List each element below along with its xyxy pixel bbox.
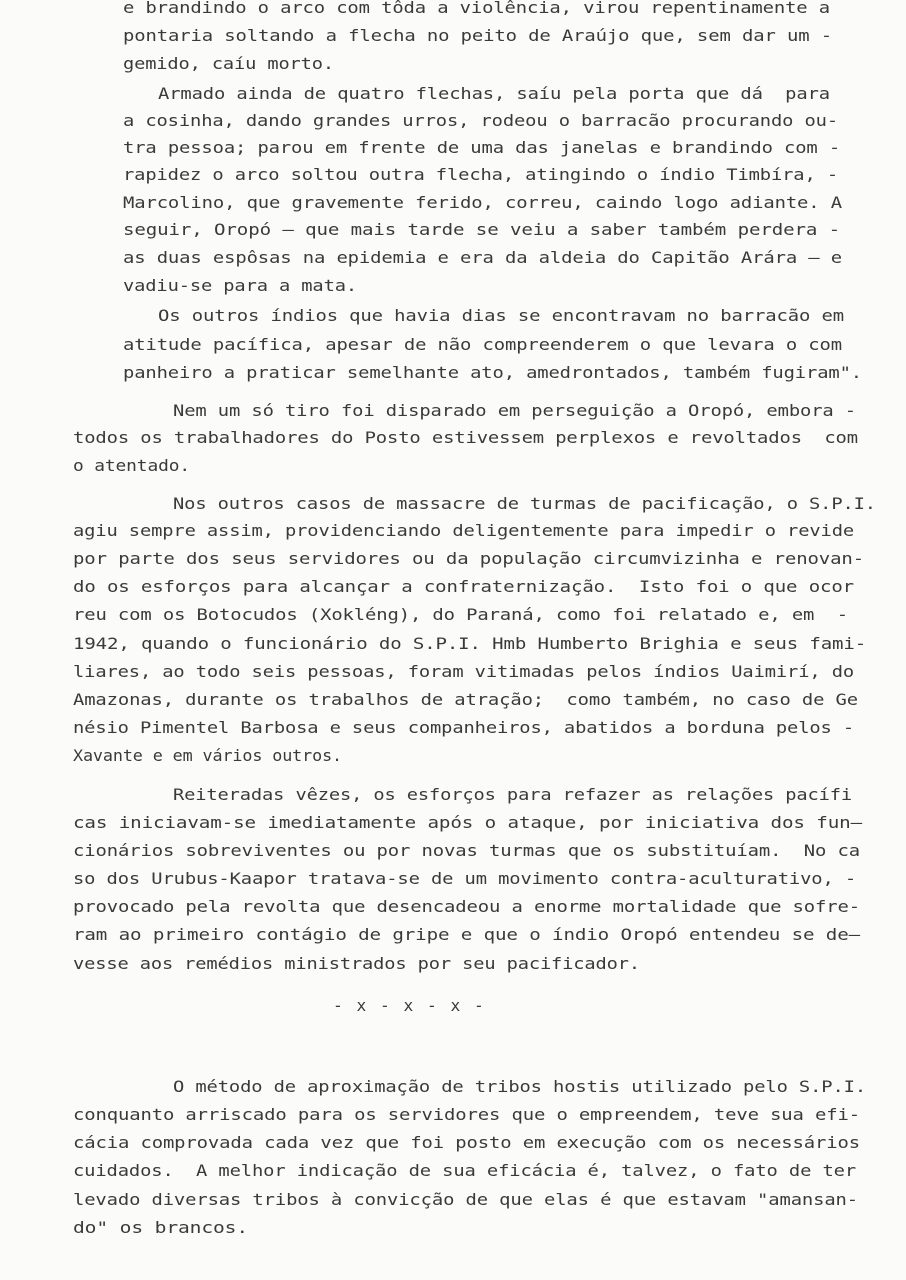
text-line: por parte dos seus servidores ou da população circumvizinha e renovan- bbox=[73, 549, 865, 568]
text-line: seguir, Oropó — que mais tarde se veiu a saber também perdera - bbox=[123, 220, 841, 239]
text-line: cas iniciavam-se imediatamente após o ataque, por iniciativa dos fun— bbox=[73, 813, 863, 832]
text-line: cionários sobreviventes ou por novas turmas que os substituíam. No ca bbox=[73, 841, 861, 860]
text-line: Os outros índios que havia dias se encontravam no barracão em bbox=[158, 306, 845, 325]
text-line: atitude pacífica, apesar de não compreenderem o que levara o com bbox=[123, 335, 843, 354]
text-line: do" os brancos. bbox=[73, 1218, 248, 1237]
text-line: liares, ao todo seis pessoas, foram vitimadas pelos índios Uaimirí, do bbox=[73, 662, 855, 681]
text-line: so dos Urubus-Kaapor tratava-se de um movimento contra-aculturativo, - bbox=[73, 869, 857, 888]
text-line: o atentado. bbox=[73, 456, 190, 475]
text-line: Armado ainda de quatro flechas, saíu pela porta que dá para bbox=[158, 84, 830, 103]
text-line: O método de aproximação de tribos hostis utilizado pelo S.P.I. bbox=[173, 1077, 867, 1096]
text-line: levado diversas tribos à convicção de que elas é que estavam "amansan- bbox=[73, 1190, 858, 1209]
section-separator: - x - x - x - bbox=[333, 996, 486, 1015]
text-line: e brandindo o arco com tôda a violência, virou repentinamente a bbox=[123, 0, 830, 17]
text-line: pontaria soltando a flecha no peito de Araújo que, sem dar um - bbox=[123, 26, 832, 45]
text-line: do os esforços para alcançar a confraternização. Isto foi o que ocor bbox=[73, 577, 854, 596]
text-line: todos os trabalhadores do Posto estivessem perplexos e revoltados com bbox=[73, 428, 858, 447]
text-line: Reiteradas vêzes, os esforços para refazer as relações pacífi bbox=[173, 785, 853, 804]
text-line: cuidados. A melhor indicação de sua eficácia é, talvez, o fato de ter bbox=[73, 1161, 857, 1180]
text-line: Nos outros casos de massacre de turmas de pacificação, o S.P.I. bbox=[173, 494, 876, 513]
text-line: reu com os Botocudos (Xokléng), do Paraná, como foi relatado e, em - bbox=[73, 605, 848, 624]
text-line: vadiu-se para a mata. bbox=[123, 276, 358, 295]
text-line: 1942, quando o funcionário do S.P.I. Hmb Humberto Brighia e seus fami- bbox=[73, 634, 867, 653]
text-line: cácia comprovada cada vez que foi posto em execução com os necessários bbox=[73, 1133, 861, 1152]
text-line: Amazonas, durante os trabalhos de atração; como também, no caso de Ge bbox=[73, 690, 858, 709]
text-line: tra pessoa; parou em frente de uma das janelas e brandindo com - bbox=[123, 138, 841, 157]
text-line: panheiro a praticar semelhante ato, amedrontados, também fugiram". bbox=[123, 363, 862, 382]
text-line: rapidez o arco soltou outra flecha, atingindo o índio Timbíra, - bbox=[123, 165, 838, 184]
text-line: provocado pela revolta que desencadeou a enorme mortalidade que sofre- bbox=[73, 897, 861, 916]
text-line: Marcolino, que gravemente ferido, correu, caindo logo adiante. A bbox=[123, 193, 843, 212]
text-line: nésio Pimentel Barbosa e seus companheiros, abatidos a borduna pelos - bbox=[73, 718, 855, 737]
text-line: agiu sempre assim, providenciando deligentemente para impedir o revide bbox=[73, 521, 855, 540]
text-line: conquanto arriscado para os servidores que o empreendem, teve sua efi- bbox=[73, 1105, 861, 1124]
text-line: vesse aos remédios ministrados por seu pacificador. bbox=[73, 954, 641, 973]
text-line: gemido, caíu morto. bbox=[123, 54, 334, 73]
text-line: ram ao primeiro contágio de gripe e que o índio Oropó entendeu se de— bbox=[73, 925, 861, 944]
text-line: Nem um só tiro foi disparado em perseguição a Oropó, embora - bbox=[173, 401, 857, 420]
text-line: a cosinha, dando grandes urros, rodeou o barracão procurando ou- bbox=[123, 111, 838, 130]
text-line: as duas espôsas na epidemia e era da aldeia do Capitão Arára — e bbox=[123, 248, 843, 267]
text-line: Xavante e em vários outros. bbox=[73, 746, 343, 765]
